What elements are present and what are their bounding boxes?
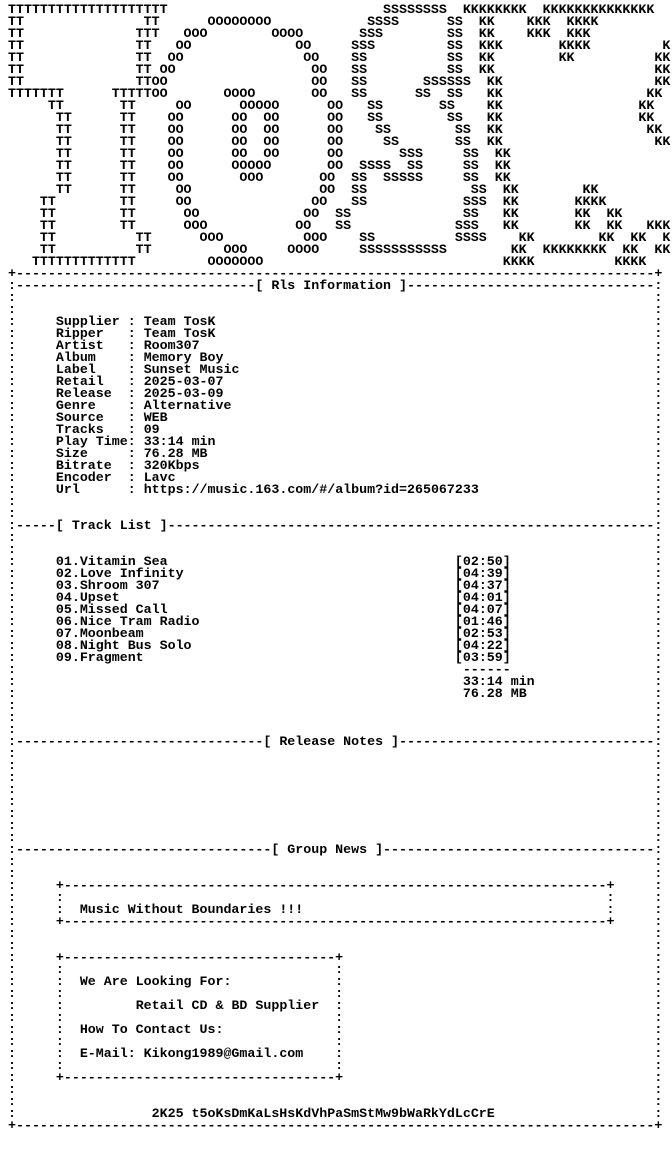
info-value: Alternative: [143, 398, 232, 413]
footer-signature: 2K25 t5oKsDmKaLsHsKdVhPaSmStMw9bWaRkYdLcCrE: [151, 1106, 495, 1121]
section-title-group-news: Group News: [287, 842, 368, 857]
track-length: [04:07]: [454, 602, 511, 617]
track-title: 06.Nice Tram Radio: [55, 614, 200, 629]
track-title: 03.Shroom 307: [55, 578, 160, 593]
logo-art-row: TTTTTTT TTTTTOO OOOO OO SS SS SS KK KK: [8, 86, 663, 101]
track-title: 01.Vitamin Sea: [55, 554, 168, 569]
info-value: Lavc: [143, 470, 176, 485]
info-label: Album: [55, 350, 128, 365]
info-label: Bitrate: [55, 458, 128, 473]
track-length: [04:22]: [454, 638, 511, 653]
logo-art-row: TT TT OO OO OO OO SS SS KK KK: [8, 110, 655, 125]
info-label: Label: [55, 362, 128, 377]
looking-for-label: We Are Looking For:: [79, 974, 232, 989]
info-value: Team TosK: [143, 326, 216, 341]
logo-art-row: TT TT OOO OO SS SSS KK KK KK KKK: [8, 218, 671, 233]
logo-art-row: TTTTTTTTTTTTTTTTTTTT SSSSSSSS KKKKKKKK KKKKKKKKKKKKKK: [8, 2, 655, 17]
logo-art-row: TT TT OO OO OO OO SS SS KK KK: [8, 122, 663, 137]
info-label: Url: [55, 482, 128, 497]
logo-art-row: TT TT OO OO SS SS KK KK KK: [8, 206, 671, 221]
logo-art-row: TT TT OO OO OO OO SSS SS KK: [8, 146, 671, 161]
logo-art-row: TT TT OO OO OO OO SS SS KK KK: [8, 134, 671, 149]
logo-art-row: TT TT OOOOOOOO SSSS SS KK KKK KKKK: [8, 14, 671, 29]
info-value: WEB: [143, 410, 168, 425]
track-title: 04.Upset: [55, 590, 120, 605]
track-length: [02:53]: [454, 626, 511, 641]
info-label: Encoder: [55, 470, 128, 485]
track-length: [04:39]: [454, 566, 511, 581]
info-label: Supplier: [55, 314, 128, 329]
info-value: 2025-03-09: [143, 386, 224, 401]
info-label: Tracks: [55, 422, 128, 437]
info-label: Genre: [55, 398, 128, 413]
section-title-track-list: Track List: [71, 518, 152, 533]
logo-art-row: TT TT OO OOO OO SS SSSSS SS KK: [8, 170, 671, 185]
logo-art-row: TTTTTTTTTTTTT OOOOOOO KKKK KKKK: [8, 254, 647, 269]
contact-label: How To Contact Us:: [79, 1022, 224, 1037]
info-label: Release: [55, 386, 128, 401]
logo-art-row: TT TT OO OO SSS SS KKK KKKK K: [8, 38, 671, 53]
news-slogan: Music Without Boundaries !!!: [79, 902, 304, 917]
logo-art-row: TT TT OO OO SS SS KK KK: [8, 182, 671, 197]
info-value: https://music.163.com/#/album?id=265067233: [143, 482, 479, 497]
info-value: Room307: [143, 338, 200, 353]
track-title: 08.Night Bus Solo: [55, 638, 192, 653]
track-length: [04:01]: [454, 590, 511, 605]
track-title: 05.Missed Call: [55, 602, 168, 617]
total-time: 33:14 min: [462, 674, 535, 689]
track-length: [03:59]: [454, 650, 511, 665]
info-value: Sunset Music: [143, 362, 240, 377]
logo-art-row: TT TTT OOO OOOO SSS SS KK KKK KKK: [8, 26, 671, 41]
info-value: 320Kbps: [143, 458, 200, 473]
logo-art-row: TT TT OOO OOOO SSSSSSSSSSS KK KKKKKKKK KK KK: [8, 242, 671, 257]
track-title: 09.Fragment: [55, 650, 144, 665]
logo-art-row: TT TT OO OO SS SS KK KK: [8, 62, 671, 77]
info-value: Team TosK: [143, 314, 216, 329]
section-title-release-notes: Release Notes: [279, 734, 384, 749]
info-value: Memory Boy: [143, 350, 224, 365]
info-label: Artist: [55, 338, 128, 353]
info-value: 76.28 MB: [143, 446, 208, 461]
logo-art-row: TT TT OO OOOOO OO SSSS SS SS KK: [8, 158, 671, 173]
looking-for-value: Retail CD & BD Supplier: [135, 998, 320, 1013]
info-value: 33:14 min: [143, 434, 216, 449]
logo-art-row: TT TT OOO OOO SS SSSS KK KK KK K: [8, 230, 671, 245]
track-length: [02:50]: [454, 554, 511, 569]
nfo-text: TTTTTTTTTTTTTTTTTTTT SSSSSSSS KKKKKKKK KKKKKKKKKKKKKK TT TT OOOOOOOO SSSS SS KK KKK KKKK TT TTT OOO OOOO SSS SS KK KKK KKK TT TT OO OO SSS SS KKK KKKK K TT TT OO OO SS SS KK KK KK TT TT OO OO SS SS KK KK TT TTOO OO SS SSSSSS KK KK TTTTTTT TTTTTOO OOOO OO SS SS SS KK KK TT TT OO OOOOO OO SS SS KK KK TT TT OO OO OO OO SS SS KK KK TT TT OO OO OO OO SS SS KK KK TT TT OO OO OO OO SS SS KK KK TT TT OO OO OO OO SSS SS KK TT TT OO OOOOO OO SSSS SS SS KK TT TT OO OOO OO SS SSSSS SS KK TT TT OO OO SS SS KK KK TT TT OO OO SS SSS KK KKKK TT TT OO OO SS SS KK KK KK TT TT OOO OO SS SSS KK KK KK KKK TT TT OOO OOO SS SSSS KK KK KK K TT TT OOO OOOO SSSSSSSSSSS KK KKKKKKKK KK KK TTTTTTTTTTTTT OOOOOOO KKKK KKKK +--------------------------------------------------------------------------------+ :------------------------------[ Rls Information ]-------------------------------: : : : : : Supplier : Team TosK : : Ripper : Team TosK : : Artist : Room307 : : Album : Memory Boy : : Label : Sunset Music : : Retail : 2025-03-07 : : Release : 2025-03-09 : : Genre : Alternative : : Source : WEB : : Tracks : 09 : : Play Time: 33:14 min : : Size : 76.28 MB : : Bitrate : 320Kbps : : Encoder : Lavc : : Url : https://music.163.com/#/album?id=265067233 : : : : : :-----[ Track List ]-------------------------------------------------------------: : : : : : 01.Vitamin Sea [02:50] : : 02.Love Infinity [04:39] : : 03.Shroom 307 [04:37] : : 04.Upset [04:01] : : 05.Missed Call [04:07] : : 06.Nice Tram Radio [01:46] : : 07.Moonbeam [02:53] : : 08.Night Bus Solo [04:22] : : 09.Fragment [03:59] : : ------ : : 33:14 min : : 76.28 MB : : : : : : : :-------------------------------[ Release Notes ]--------------------------------: : : : : : : : : : : : : : : : : :--------------------------------[ Group News ]----------------------------------: : : : : : +--------------------------------------------------------------------+ : : : : : : : Music Without Boundaries !!! : : : +--------------------------------------------------------------------+ : : : : : : +----------------------------------+ : : : : : : : We Are Looking For: : : : : : : : : Retail CD & BD Supplier : : : : : : : : How To Contact Us: : : : : : : : : E-Mail: Kikong1989@Gmail.com : : : : : : : +----------------------------------+ : : : : : : 2K25 t5oKsDmKaLsHsKdVhPaSmStMw9bWaRkYdLcCrE : +--------------------------------------------------------------------------------+: [8, 2, 671, 1133]
info-label: Play Time: [55, 434, 128, 449]
total-size: 76.28 MB: [462, 686, 527, 701]
track-title: 02.Love Infinity: [55, 566, 184, 581]
contact-email: E-Mail: Kikong1989@Gmail.com: [79, 1046, 304, 1061]
logo-art-row: TT TTOO OO SS SSSSSS KK KK: [8, 74, 671, 89]
info-label: Source: [55, 410, 128, 425]
track-length: [04:37]: [454, 578, 511, 593]
info-value: 09: [143, 422, 160, 437]
logo-art-row: TT TT OO OOOOO OO SS SS KK KK: [8, 98, 655, 113]
track-title: 07.Moonbeam: [55, 626, 144, 641]
info-label: Retail: [55, 374, 128, 389]
logo-art-row: TT TT OO OO SS SSS KK KKKK: [8, 194, 671, 209]
info-label: Ripper: [55, 326, 128, 341]
logo-art-row: TT TT OO OO SS SS KK KK KK: [8, 50, 671, 65]
track-length: [01:46]: [454, 614, 511, 629]
info-label: Size: [55, 446, 128, 461]
info-value: 2025-03-07: [143, 374, 224, 389]
section-title-rls-info: Rls Information: [271, 278, 392, 293]
